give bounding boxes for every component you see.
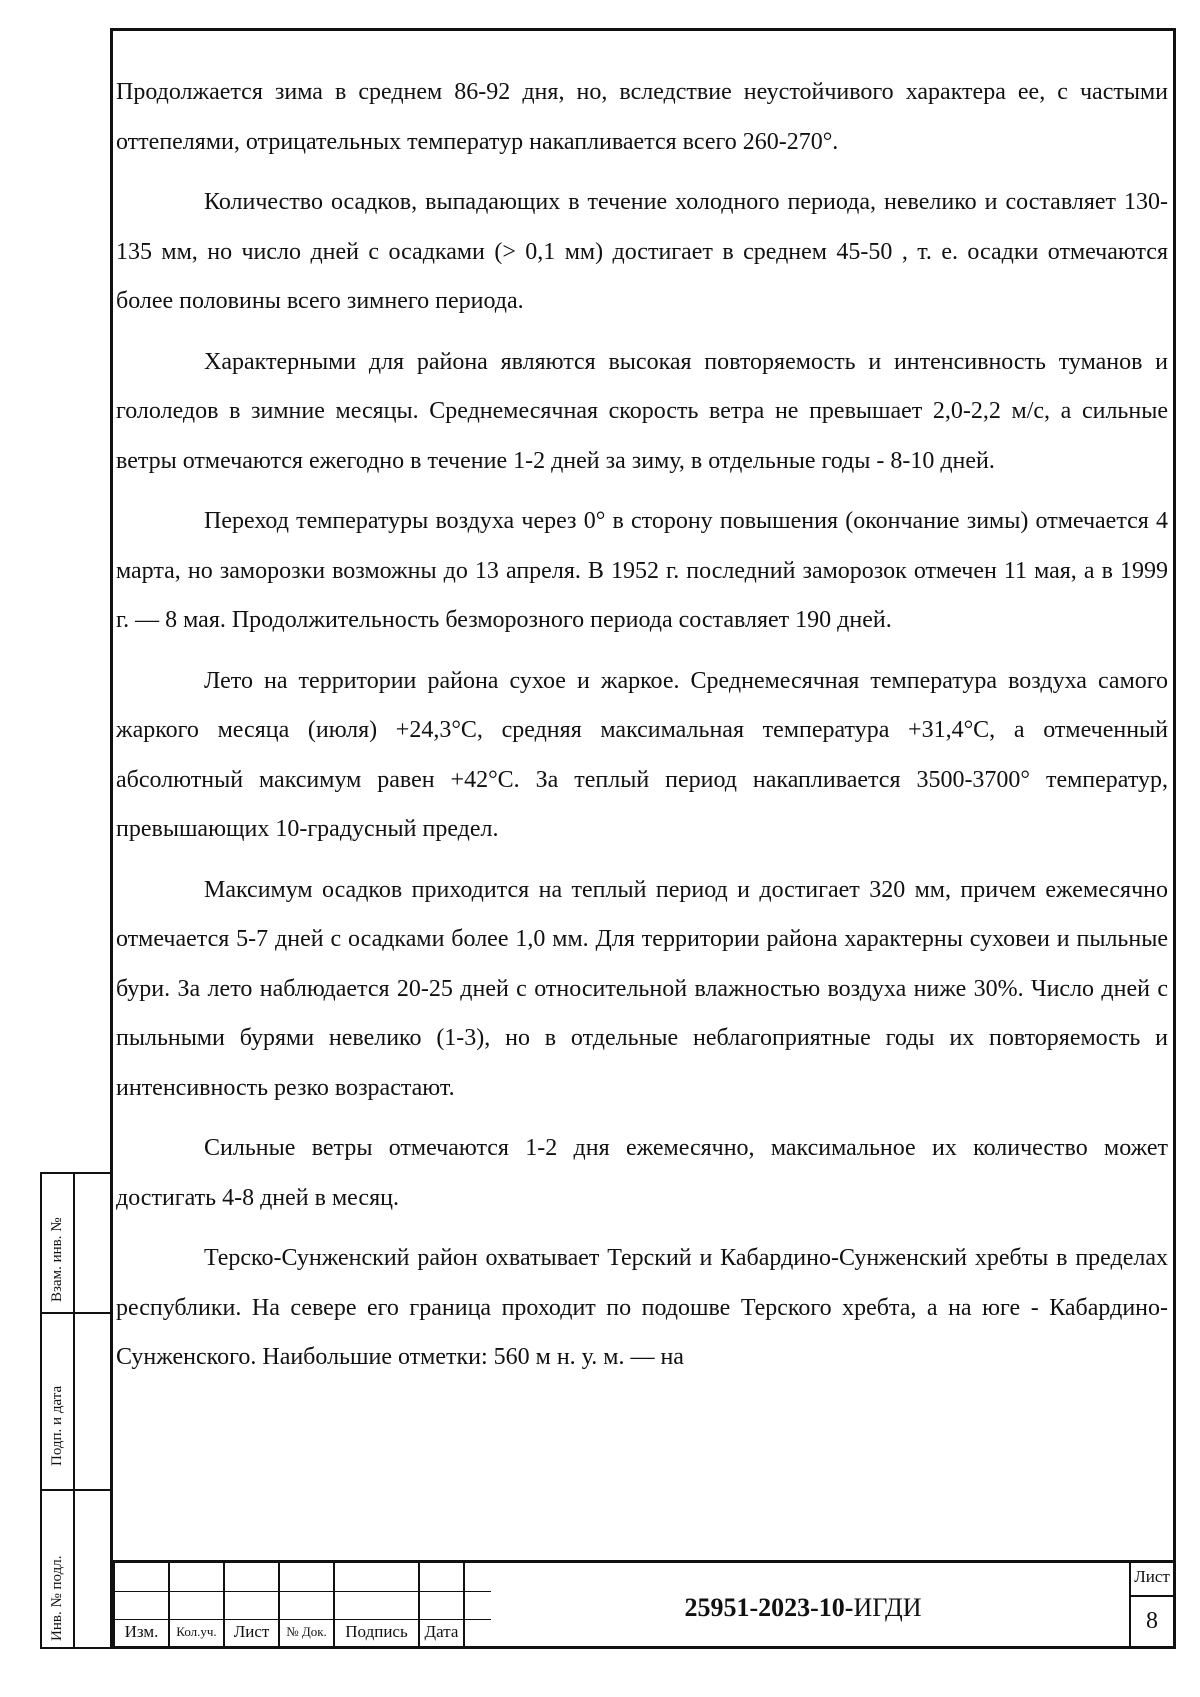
col-list: Лист: [233, 1622, 270, 1641]
col-podpis: Подпись: [345, 1622, 408, 1641]
side-cell-vzam-inv: [42, 1172, 112, 1312]
sheet-number: 8: [1146, 1608, 1158, 1634]
document-code-suffix: ИГДИ: [853, 1593, 922, 1622]
paragraph-1: Продолжается зима в среднем 86-92 дня, но, вследствие неустойчивого характера ее, с частыми оттепелями, отрицательных температур накапливается всего 260-270°.: [116, 79, 1168, 155]
paragraph-3: Характерными для района являются высокая повторяемость и интенсивность туманов и гололедов в зимние месяцы. Среднемесячная скорость ветра не превышает 2,0-2,2 м/с, а сильные ветры отмечаются ежегодно в течение 1-2 дней за зиму, в отдельные годы - 8-10 дней.: [116, 348, 1168, 474]
side-cell-podp-data: [42, 1312, 112, 1489]
document-code-number: 25951-2023-10-: [684, 1593, 854, 1622]
side-stamp: [40, 1172, 110, 1649]
paragraph-6: Максимум осадков приходится на теплый период и достигает 320 мм, причем ежемесячно отмечается 5-7 дней с осадками более 1,0 мм. Для территории района характерны суховеи и пыльные бури. За лето наблюдается 20-25 дней с относительной влажностью воздуха ниже 30%. Число дней с пыльными бурями невелико (1-3), но в отдельные неблагоприятные годы их повторяемость и интенсивность резко возрастают.: [116, 876, 1168, 1101]
paragraph-8: Терско-Сунженский район охватывает Терский и Кабардино-Сунженский хребты в пределах республики. На севере его граница проходит по подошве Терского хребта, а на юге - Кабардино-Сунженского. Наибольшие отметки: 560 м н. у. м. — на: [116, 1245, 1168, 1370]
side-label-podp-data: Подп. и дата: [49, 1385, 65, 1466]
side-label-vzam-inv: Взам. инв. №: [49, 1217, 65, 1302]
sheet-label: Лист: [1134, 1567, 1170, 1586]
document-body: [116, 68, 1168, 1394]
paragraph-7: Сильные ветры отмечаются 1-2 дня ежемесячно, максимальное их количество может достигать 4-8 дней в месяц.: [116, 1135, 1168, 1211]
title-block: [113, 1560, 1173, 1646]
paragraph-4: Переход температуры воздуха через 0° в сторону повышения (окончание зимы) отмечается 4 марта, но заморозки возможны до 13 апреля. В 1952 г. последний заморозок отмечен 11 мая, а в 1999 г. — 8 мая. Продолжительность безморозного периода составляет 190 дней.: [116, 508, 1168, 633]
col-izm: Изм.: [124, 1622, 159, 1641]
col-kol-uch: Кол.уч.: [176, 1624, 217, 1639]
col-n-dok: № Док.: [286, 1624, 327, 1639]
side-label-inv-podl: Инв. № подл.: [49, 1555, 65, 1641]
side-cell-inv-podl: [42, 1489, 112, 1649]
document-code: [493, 1593, 1113, 1623]
paragraph-2: Количество осадков, выпадающих в течение холодного периода, невелико и составляет 130-135 мм, но число дней с осадками (> 0,1 мм) достигает в среднем 45-50 , т. е. осадки отмечаются более половины всего зимнего периода.: [116, 189, 1168, 314]
paragraph-5: Лето на территории района сухое и жаркое. Среднемесячная температура воздуха самого жаркого месяца (июля) +24,3°С, средняя максимальная температура +31,4°С, а отмеченный абсолютный максимум равен +42°С. За теплый период накапливается 3500-3700° температур, превышающих 10-градусный предел.: [116, 667, 1168, 842]
col-data: Дата: [424, 1622, 459, 1641]
